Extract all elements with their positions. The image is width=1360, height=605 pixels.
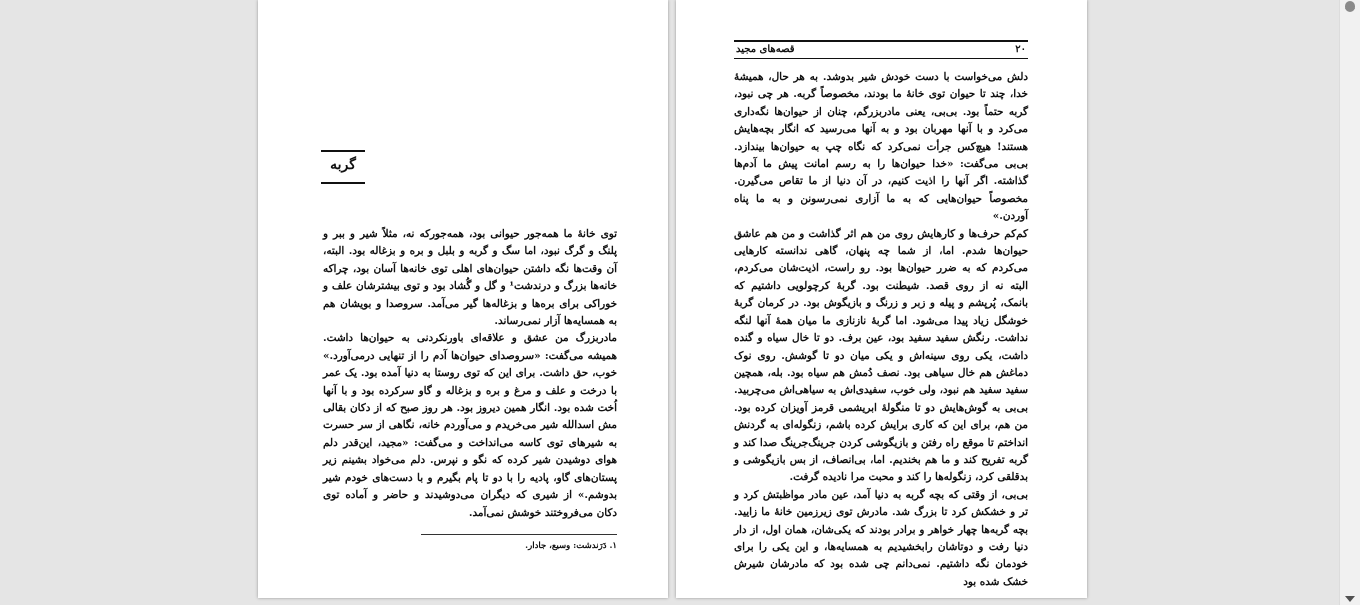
vertical-scrollbar[interactable] xyxy=(1339,0,1360,605)
footnote-divider xyxy=(421,534,617,535)
scroll-down-arrow-icon[interactable] xyxy=(1345,596,1355,602)
paragraph: توی خانهٔ ما همه‌جور حیوانی بود، همه‌جورکه نه، مثلاً شیر و ببر و پلنگ و گرگ نبود، اما سگ و گربه و بلبل و بره و بزغاله بود. البته، آن وقت‌ها نگه داشتن حیوان‌های اهلی توی خانه‌ها آسان بود، چراکه خانه‌ها بزرگ و درندشت¹ و گل و گُشاد بود و توی بیشترشان علف و خوراکی برای بره‌ها و بزغاله‌ها گیر می‌آمد. سروصدا و بویشان هم به همسایه‌ها آزار نمی‌رساند. xyxy=(323,228,617,328)
scrollbar-thumb[interactable] xyxy=(1345,1,1355,12)
page-left xyxy=(258,0,668,598)
paragraph: مادربزرگ من عشق و علاقه‌ای باورنکردنی به حیوان‌ها داشت. همیشه می‌گفت: «سروصدای حیوان‌ها آدم را از تنهایی درمی‌آورد.» خوب، حق داشت. برای این که توی روستا به دنیا آمده بود. یک عمر با درخت و علف و مرغ و بره و بزغاله و گاو سرکرده بود و با آنها اُخت شده بود. انگار همین دیروز بود. هر روز صبح که از دکان بقالی مش اسدالله شیر می‌خریدم و می‌آوردم خانه، نگاهی از سر حسرت به شیرهای توی کاسه می‌انداخت و می‌گفت: «مجید، این‌قدر دلم هوای دوشیدن شیر کرده که نگو و نپرس. دلم می‌خواد بشینم زیر پستان‌های گاو، پادیه را با دو تا پام بگیرم و با دست‌های خودم شیر بدوشم.» از شیری که دیگران می‌دوشیدند و حاضر و آماده توی دکان می‌فروختند خوشش نمی‌آمد. xyxy=(323,332,617,519)
paragraph: کم‌کم حرف‌ها و کارهایش روی من هم اثر گذاشت و من هم عاشق حیوان‌ها شدم. اما، از شما چه پنهان، گاهی ندانسته کارهایی می‌کردم که به ضرر حیوان‌ها بود. رو راست، اذیت‌شان می‌کردم، البته نه از روی قصد. شیطنت بود. گربهٔ کرچولویی داشتیم که بانمک، پُرپشم و پیله و زبر و زرنگ و بازیگوش بود. در کرمان گربهٔ خوشگل زیاد پیدا می‌شود. اما گربهٔ نازنازی ما میان همهٔ آنها لنگه نداشت. رنگش سفید سفید بود، عین برف. دو تا خال سیاه و گنده داشت، یکی روی سینه‌اش و یکی میان دو تا گوشش. روی نوک دماغش هم خال سیاهی بود. نصف دُمش هم سیاه بود. بله، همچین سفید سفید هم نبود، ولی خوب، سفیدی‌اش به سیاهی‌اش می‌چربید. بی‌بی به گوش‌هایش دو تا منگولهٔ ابریشمی قرمز آویزان کرده بود. من هم، برای این که کاری برایش کرده باشم، زنگوله‌ای به گردنش انداختم تا موقع راه رفتن و بازیگوشی کردن جرینگ‌جرینگ صدا کند و گربه تفریح کند و ما هم بخندیم. اما، بی‌انصاف، از بس بازیگوشی و بدقلقی کرد، زنگوله‌ها را کند و محبت مرا نادیده گرفت. xyxy=(734,227,1028,484)
paragraph: بی‌بی، از وقتی که بچه گربه به دنیا آمد، عین مادر مواظبتش کرد و تر و خشکش کرد تا بزرگ شد. مادرش توی زیرزمین خانهٔ ما زایید. بچه گربه‌ها چهار خواهر و برادر بودند که یکی‌شان، همان اول، از دار دنیا رفت و دوتاشان رابخشیدیم به همسایه‌ها، و این یکی را برای خودمان نگه داشتیم. نمی‌دانم چی شده بود که مادرشان شیرش خشک شده بود xyxy=(734,488,1028,588)
footnote: ۱. دَرَندشت: وسیع، جادار. xyxy=(525,541,617,551)
running-title: قصه‌های مجید xyxy=(736,44,795,55)
right-page-body xyxy=(734,69,1028,591)
paragraph: دلش می‌خواست با دست خودش شیر بدوشد. به هر حال، همیشهٔ خدا، چند تا حیوان توی خانهٔ ما بودند، مخصوصاً گربه. هر چی نبود، گربه حتماً بود. بی‌بی، یعنی مادربزرگم، چنان از حیوان‌ها نگه‌داری می‌کرد و با آنها مهربان بود و به آنها می‌رسید که انگار بچه‌هایش هستند! هیچ‌کس جرأت نمی‌کرد که نگاه چپ به حیوان‌ها بیندازد. بی‌بی می‌گفت: «خدا حیوان‌ها را به رسم امانت پیش ما آدم‌ها گذاشته. اگر آنها را اذیت کنیم، در آن دنیا از ما تقاص می‌گیرن. مخصوصاً حیوان‌هایی که به ما آزاری نمی‌رسونن و به ما پناه آوردن.» xyxy=(734,71,1028,223)
left-page-body xyxy=(323,226,617,522)
page-right xyxy=(676,0,1087,598)
chapter-title: گربه xyxy=(321,150,365,184)
running-header xyxy=(734,40,1028,59)
page-number: ۲۰ xyxy=(1015,44,1026,55)
